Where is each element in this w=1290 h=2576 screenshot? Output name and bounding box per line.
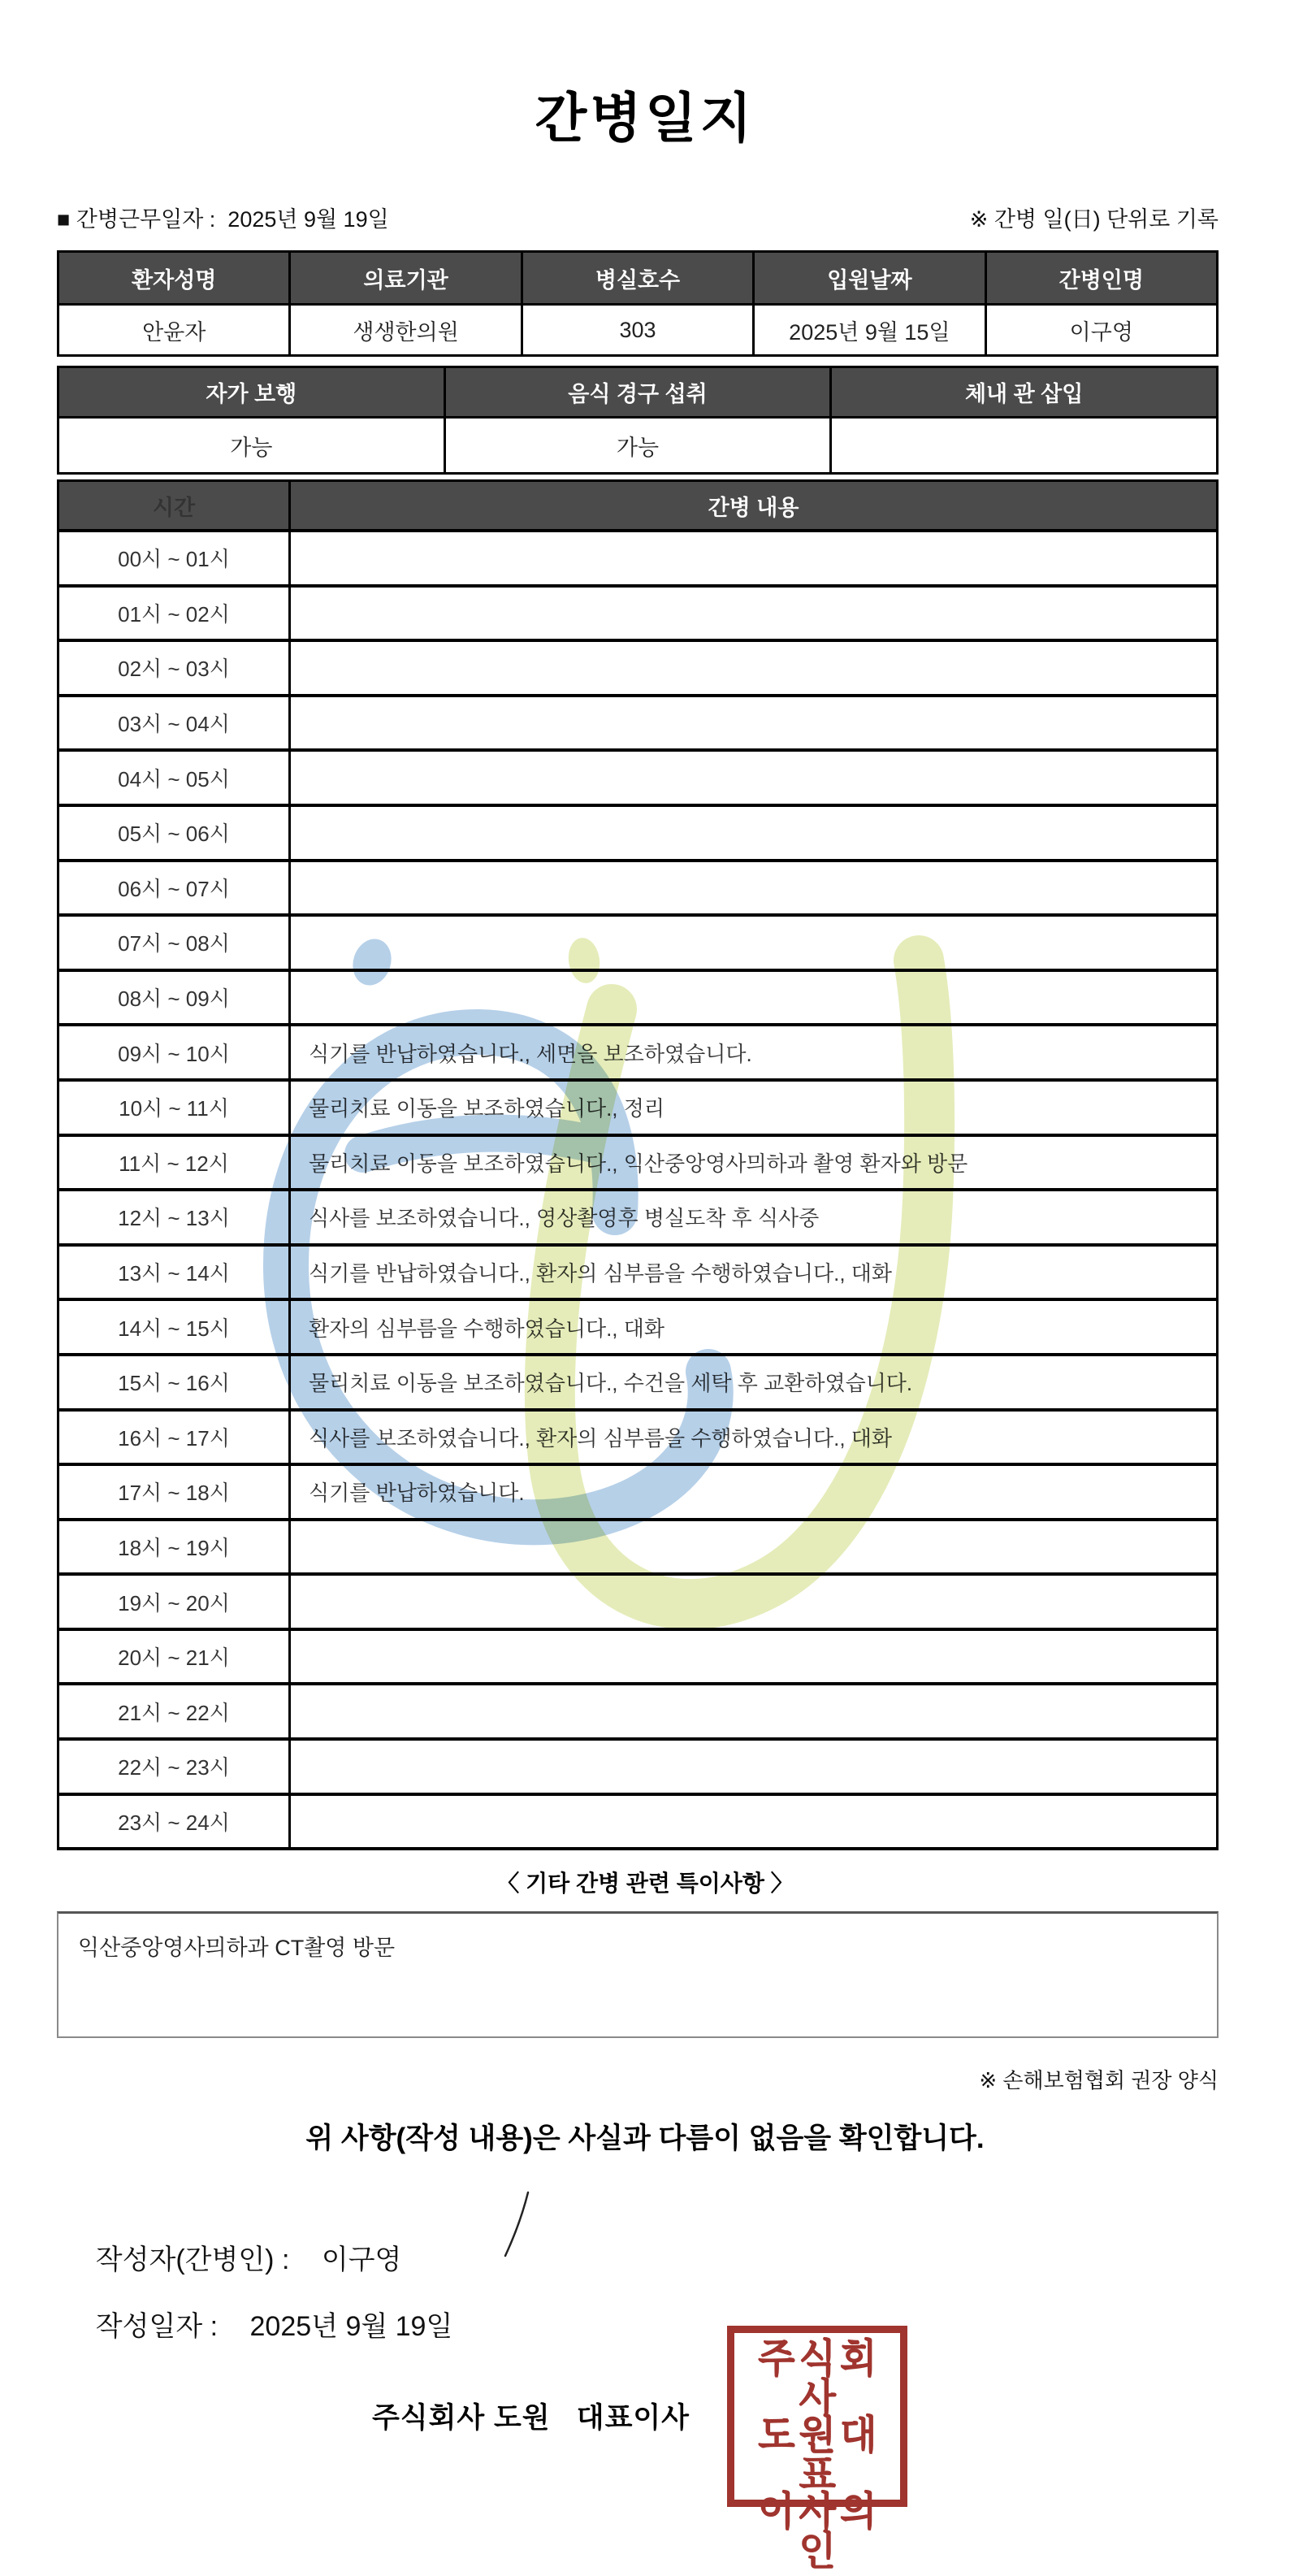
care-content (290, 586, 1218, 641)
care-content (290, 970, 1218, 1026)
special-notes-heading: 〈 기타 간병 관련 특이사항 〉 (496, 1871, 794, 1896)
admission-date-value: 2025년 9월 15일 (754, 305, 985, 356)
time-table-header-row (58, 481, 1218, 531)
table-row (58, 750, 1218, 805)
write-date-line (65, 2272, 452, 2375)
patient-info-table (57, 250, 1219, 357)
col-header-self-walking: 자가 보행 (58, 367, 445, 418)
table-row (58, 1629, 1218, 1685)
time-slot-label: 00시 ~ 01시 (58, 531, 290, 586)
seal-text-row: 이사의인 (757, 2488, 881, 2573)
special-notes-content: 익산중앙영사믜하과 CT촬영 방문 (78, 1936, 396, 1960)
tube-insertion-value (831, 418, 1218, 474)
care-content (290, 1739, 1218, 1794)
care-content: 물리치료 이동을 보조하였습니다., 수건을 세탁 후 교환하였습니다. (290, 1355, 1218, 1410)
care-content (290, 861, 1218, 916)
table-row (58, 970, 1218, 1026)
hourly-care-table (57, 479, 1219, 1850)
unit-note: ※ 간병 일(日) 단위로 기록 (969, 207, 1219, 232)
col-header-institution: 의료기관 (290, 252, 522, 305)
time-slot-label: 11시 ~ 12시 (58, 1135, 290, 1190)
table-row (58, 531, 1218, 586)
table-row (58, 1739, 1218, 1794)
time-slot-label: 14시 ~ 15시 (58, 1299, 290, 1355)
care-content (290, 1520, 1218, 1575)
col-header-patient-name: 환자성명 (58, 252, 290, 305)
writer-name: 이구영 (321, 2244, 402, 2275)
table-row (58, 1080, 1218, 1135)
writer-label: 작성자(간병인) : (95, 2244, 297, 2275)
write-date-label: 작성일자 : (95, 2311, 226, 2342)
table-row (58, 696, 1218, 751)
care-content: 식기를 반납하였습니다., 세면을 보조하였습니다. (290, 1025, 1218, 1080)
table-row (58, 1355, 1218, 1410)
care-content: 물리치료 이동을 보조하였습니다., 익산중앙영사믜하과 촬영 환자와 방문 (290, 1135, 1218, 1190)
time-slot-label: 20시 ~ 21시 (58, 1629, 290, 1685)
patient-name-value: 안윤자 (58, 305, 290, 356)
status-header-row (58, 367, 1218, 418)
col-header-tube-insertion: 체내 관 삽입 (831, 367, 1218, 418)
self-walking-value: 가능 (58, 418, 445, 474)
company-ceo-line: 주식회사 도원 대표이사 (372, 2402, 690, 2434)
time-slot-label: 04시 ~ 05시 (58, 750, 290, 805)
care-content: 환자의 심부름을 수행하였습니다., 대화 (290, 1299, 1218, 1355)
time-slot-label: 12시 ~ 13시 (58, 1190, 290, 1245)
care-content (290, 1574, 1218, 1629)
page-title: 간병일지 (535, 88, 755, 148)
institution-value: 생생한의원 (290, 305, 522, 356)
time-slot-label: 19시 ~ 20시 (58, 1574, 290, 1629)
care-content: 식사를 보조하였습니다., 환자의 심부름을 수행하였습니다., 대화 (290, 1410, 1218, 1465)
handwritten-signature (500, 2188, 533, 2261)
time-slot-label: 06시 ~ 07시 (58, 861, 290, 916)
time-slot-label: 03시 ~ 04시 (58, 696, 290, 751)
time-slot-label: 13시 ~ 14시 (58, 1245, 290, 1300)
table-row (58, 586, 1218, 641)
seal-text-row: 주식회사 (757, 2335, 881, 2420)
table-row (58, 1025, 1218, 1080)
table-row (58, 1684, 1218, 1739)
care-content (290, 640, 1218, 696)
recommended-form-note: ※ 손해보험협회 권장 양식 (979, 2068, 1219, 2092)
table-row (58, 915, 1218, 970)
time-slot-label: 01시 ~ 02시 (58, 586, 290, 641)
time-slot-label: 23시 ~ 24시 (58, 1794, 290, 1850)
status-value-row (58, 418, 1218, 474)
table-row (58, 1574, 1218, 1629)
caregiver-name-value: 이구영 (985, 305, 1217, 356)
care-content: 식사를 보조하였습니다., 영상촬영후 병실도착 후 식사중 (290, 1190, 1218, 1245)
room-number-value: 303 (522, 305, 753, 356)
seal-text-row: 도원대표 (757, 2412, 881, 2496)
time-slot-label: 10시 ~ 11시 (58, 1080, 290, 1135)
time-slot-label: 07시 ~ 08시 (58, 915, 290, 970)
time-slot-label: 18시 ~ 19시 (58, 1520, 290, 1575)
care-content: 식기를 반납하였습니다., 환자의 심부름을 수행하였습니다., 대화 (290, 1245, 1218, 1300)
table-row (58, 640, 1218, 696)
col-header-oral-intake: 음식 경구 섭취 (444, 367, 831, 418)
corporate-seal-stamp (727, 2326, 907, 2573)
col-header-admission-date: 입원날짜 (754, 252, 985, 305)
care-content (290, 805, 1218, 861)
care-content (290, 531, 1218, 586)
time-slot-label: 02시 ~ 03시 (58, 640, 290, 696)
table-row (58, 1299, 1218, 1355)
care-content: 식기를 반납하였습니다. (290, 1464, 1218, 1520)
work-date-label: ■ 간병근무일자 : 2025년 9월 19일 (57, 207, 389, 232)
table-row (58, 1410, 1218, 1465)
time-slot-label: 09시 ~ 10시 (58, 1025, 290, 1080)
patient-info-value-row (58, 305, 1218, 356)
table-row (58, 1135, 1218, 1190)
care-content (290, 1629, 1218, 1685)
time-slot-label: 22시 ~ 23시 (58, 1739, 290, 1794)
oral-intake-value: 가능 (444, 418, 831, 474)
confirmation-statement: 위 사항(작성 내용)은 사실과 다름이 없음을 확인합니다. (305, 2123, 985, 2154)
table-row (58, 861, 1218, 916)
col-header-caregiver-name: 간병인명 (985, 252, 1217, 305)
col-header-time: 시간 (58, 481, 290, 531)
table-row (58, 1520, 1218, 1575)
time-slot-label: 16시 ~ 17시 (58, 1410, 290, 1465)
care-content (290, 750, 1218, 805)
care-content (290, 1794, 1218, 1850)
col-header-room-number: 병실호수 (522, 252, 753, 305)
time-slot-label: 05시 ~ 06시 (58, 805, 290, 861)
care-content: 물리치료 이동을 보조하였습니다., 정리 (290, 1080, 1218, 1135)
time-slot-label: 08시 ~ 09시 (58, 970, 290, 1026)
time-slot-label: 17시 ~ 18시 (58, 1464, 290, 1520)
care-content (290, 915, 1218, 970)
meta-line (57, 202, 1219, 233)
table-row (58, 1464, 1218, 1520)
special-notes-box (57, 1911, 1219, 2038)
time-slot-label: 21시 ~ 22시 (58, 1684, 290, 1739)
care-content (290, 1684, 1218, 1739)
care-content (290, 696, 1218, 751)
table-row (58, 805, 1218, 861)
table-row (58, 1245, 1218, 1300)
patient-info-header-row (58, 252, 1218, 305)
patient-status-table (57, 366, 1219, 475)
time-slot-label: 15시 ~ 16시 (58, 1355, 290, 1410)
table-row (58, 1190, 1218, 1245)
table-row (58, 1794, 1218, 1850)
write-date-value: 2025년 9월 19일 (249, 2311, 453, 2342)
col-header-care-content: 간병 내용 (290, 481, 1218, 531)
